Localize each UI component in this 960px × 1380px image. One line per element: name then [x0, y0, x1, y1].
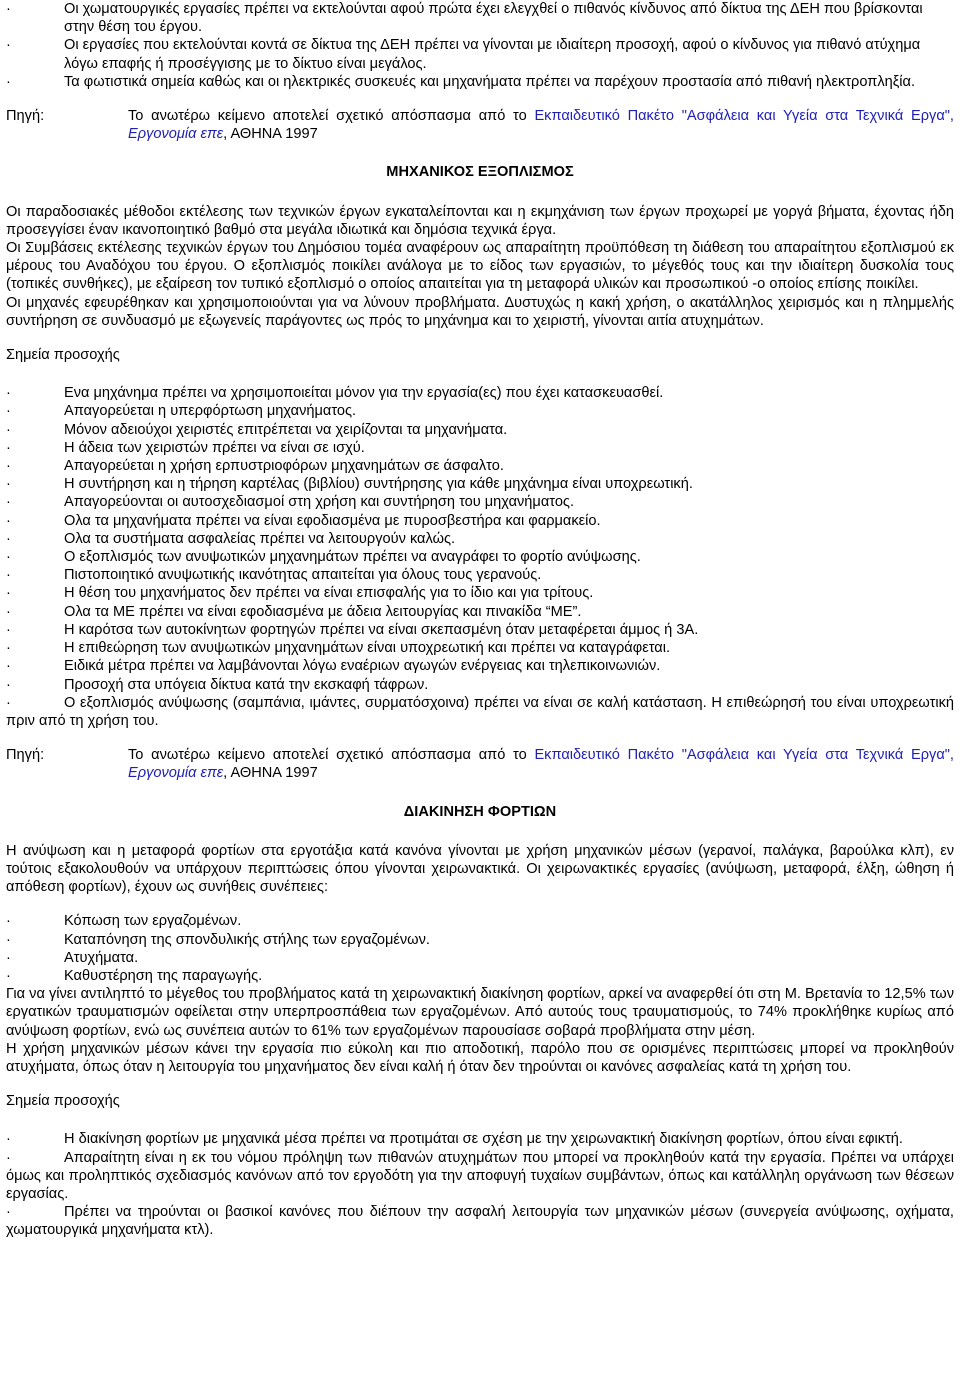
list-item-text: Η καρότσα των αυτοκίνητων φορτηγών πρέπει να είναι σκεπασμένη όταν μεταφέρεται άμμος ή 3Α.: [64, 621, 699, 638]
list-item-text: Ολα τα συστήματα ασφαλείας πρέπει να λειτουργούν καλώς.: [64, 530, 456, 547]
list-item: [6, 657, 954, 675]
list-item: [6, 457, 954, 475]
list-item-text: Απαγορεύεται η χρήση ερπυστριοφόρων μηχανημάτων σε άσφαλτο.: [64, 458, 504, 475]
equipment-bullet-list: [6, 384, 954, 693]
intro-bullet-1: [6, 0, 954, 36]
source-text: [128, 107, 954, 143]
source-label: Πηγή:: [6, 747, 45, 764]
list-item: [6, 421, 954, 439]
bullet-dot: ·: [6, 603, 11, 620]
list-item-text: Η θέση του μηχανήματος δεν πρέπει να είναι επισφαλής για το ίδιο και για τρίτους.: [64, 585, 594, 602]
list-item: [6, 694, 954, 730]
list-item: [6, 931, 954, 949]
list-item: [6, 439, 954, 457]
list-item-text: Κόπωση των εργαζομένων.: [64, 913, 242, 930]
bullet-dot: ·: [6, 949, 11, 966]
intro-bullet-text: Οι χωματουργικές εργασίες πρέπει να εκτελούνται αφού πρώτα έχει ελεγχθεί ο πιθανός κίνδυνος από δίκτυα της ΔΕΗ που βρίσκονται στην θέση του έργου.: [64, 1, 923, 36]
intro-bullet-text: Οι εργασίες που εκτελούνται κοντά σε δίκτυα της ΔΕΗ πρέπει να γίνονται με ιδιαίτερη προσοχή, αφού ο κίνδυνος για πιθανό ατύχημα λόγω επαφής ή προσέγγισης με το δίκτυο είναι μεγάλος.: [64, 37, 921, 72]
list-item-text: Μόνον αδειούχοι χειριστές επιτρέπεται να χειρίζονται τα μηχανήματα.: [64, 421, 508, 438]
list-item: [6, 912, 954, 930]
list-item: [6, 621, 954, 639]
bullet-dot: ·: [6, 385, 11, 402]
section-heading-equipment: ΜΗΧΑΝΙΚΟΣ ΕΞΟΠΛΙΣΜΟΣ: [386, 164, 574, 181]
list-item: [6, 1130, 954, 1148]
list-item-text: Ολα τα ΜΕ πρέπει να είναι εφοδιασμένα με άδεια λειτουργίας και πινακίδα “ΜΕ”.: [64, 603, 582, 620]
bullet-dot: ·: [6, 694, 11, 711]
source-prefix: Το ανωτέρω κείμενο αποτελεί σχετικό απόσπασμα από το: [128, 747, 535, 764]
list-item-text: Απαραίτητη είναι η εκ του νόμου πρόληψη των πιθανών ατυχημάτων που μπορεί να προκληθούν κατά την εργασία. Πρέπει να υπάρχει όμως και προληπτικός σχεδιασμός κανόνων από τον εργοδότη για την αποφυγή τυχαίων συμβάντων, όπως και κατάλληλη οργάνωση των θέσεων εργασίας.: [6, 1149, 954, 1202]
source-publisher-link[interactable]: Εργονομία επε: [128, 126, 224, 143]
source-link[interactable]: Εκπαιδευτικό Πακέτο "Ασφάλεια και Υγεία στα Τεχνικά Εργα",: [534, 747, 954, 764]
intro-bullet-3: [6, 73, 954, 91]
bullet-dot: ·: [6, 37, 11, 54]
attention-label: Σημεία προσοχής: [6, 347, 120, 364]
bullet-dot: ·: [6, 1131, 11, 1148]
bullet-dot: ·: [6, 931, 11, 948]
paragraph: Οι Συμβάσεις εκτέλεσης τεχνικών έργων του Δημόσιου τομέα αναφέρουν ως απαραίτητη προϋπόθεση τη διάθεση του απαραίτητου εξοπλισμού εκ μέρους του Αναδόχου του έργου. Ο εξοπλισμός ποικίλει ανάλογα με το είδος των εργασιών, το μέγεθός τους και την ιδιαίτερη δυσκολία τους (τοπικές συνθήκες), με εξαίρεση τον τυπικό εξοπλισμό ο οποίος απαιτείται για τη μεταφορά υλικών και προσωπικού -ο οποίος επίσης ποικίλει.: [6, 240, 954, 293]
source-link[interactable]: Εκπαιδευτικό Πακέτο "Ασφάλεια και Υγεία στα Τεχνικά Εργα",: [534, 108, 954, 125]
list-item-text: Ολα τα μηχανήματα πρέπει να είναι εφοδιασμένα με πυροσβεστήρα και φαρμακείο.: [64, 512, 601, 529]
attention-label: Σημεία προσοχής: [6, 1093, 120, 1110]
bullet-dot: ·: [6, 476, 11, 493]
list-item-text: Η συντήρηση και η τήρηση καρτέλας (βιβλίου) συντήρησης για κάθε μηχάνημα είναι υποχρεωτική.: [64, 476, 693, 493]
bullet-dot: ·: [6, 421, 11, 438]
list-item: [6, 584, 954, 602]
bullet-dot: ·: [6, 658, 11, 675]
list-item: [6, 949, 954, 967]
bullet-dot: ·: [6, 1, 11, 17]
bullet-dot: ·: [6, 967, 11, 984]
list-item-text: Ο εξοπλισμός των ανυψωτικών μηχανημάτων πρέπει να αναγράφει το φορτίο ανύψωσης.: [64, 549, 641, 566]
list-item: [6, 1149, 954, 1204]
list-item: [6, 566, 954, 584]
source-citation: [6, 746, 954, 782]
list-item: [6, 639, 954, 657]
paragraph: Η ανύψωση και η μεταφορά φορτίων στα εργοτάξια κατά κανόνα γίνονται με χρήση μηχανικών μέσων (γερανοί, παλάγκα, βαρούλκα κλπ), εν τούτοις εξακολουθούν να υπάρχουν περιπτώσεις όπου γίνονται χειρωνακτικά. Οι χειρωνακτικές εργασίες (ανύψωση, μεταφορά, έλξη, ώθηση ή απόθεση φορτίων), έχουν ως συνήθεις συνέπειες:: [6, 842, 954, 896]
list-item: [6, 548, 954, 566]
paragraph: Οι μηχανές εφευρέθηκαν και χρησιμοποιούνται για να λύνουν προβλήματα. Δυστυχώς η κακή χρήση, ο ακατάλληλος χειρισμός και η πλημμελής συντήρηση σε συνδυασμό με εξωγενείς παράγοντες ως πρός το μηχάνημα και το χειριστή, γίνονται αιτία ατυχημάτων.: [6, 294, 954, 329]
source-suffix: , ΑΘΗΝΑ 1997: [223, 126, 318, 143]
bullet-dot: ·: [6, 403, 11, 420]
bullet-dot: ·: [6, 439, 11, 456]
bullet-dot: ·: [6, 621, 11, 638]
source-label: Πηγή:: [6, 108, 45, 125]
list-item-text: Απαγορεύεται η υπερφόρτωση μηχανήματος.: [64, 403, 357, 420]
bullet-dot: ·: [6, 676, 11, 693]
bullet-dot: ·: [6, 73, 11, 90]
list-item-text: Ειδικά μέτρα πρέπει να λαμβάνονται λόγω εναέριων αγωγών ενέργειας και τηλεπικοινωνιών.: [64, 658, 661, 675]
list-item: [6, 384, 954, 402]
load-attention-list: [6, 1130, 954, 1239]
list-item: [6, 512, 954, 530]
list-item: [6, 676, 954, 694]
source-prefix: Το ανωτέρω κείμενο αποτελεί σχετικό απόσπασμα από το: [128, 108, 535, 125]
source-text: [128, 746, 954, 782]
list-item-text: Πιστοποιητικό ανυψωτικής ικανότητας απαιτείται για όλους τους γερανούς.: [64, 567, 542, 584]
paragraph: Η χρήση μηχανικών μέσων κάνει την εργασία πιο εύκολη και πιο αποδοτική, παρόλο που σε ορισμένες περιπτώσεις μπορεί να προκληθούν ατυχήματα, όπως όταν η λειτουργία του μηχανήματος δεν είναι καλή ή όταν δεν τηρούνται οι κανόνες ασφαλείας κατά τη χρήση του.: [6, 1040, 954, 1075]
list-item-text: Ο εξοπλισμός ανύψωσης (σαμπάνια, ιμάντες, συρματόσχοινα) πρέπει να είναι σε καλή κατάσταση. Η επιθεώρησή του είναι υποχρεωτική πριν από τη χρήση του.: [6, 694, 954, 729]
bullet-dot: ·: [6, 530, 11, 547]
bullet-dot: ·: [6, 512, 11, 529]
bullet-dot: ·: [6, 494, 11, 511]
list-item: [6, 603, 954, 621]
list-item: [6, 402, 954, 420]
source-citation: [6, 107, 954, 143]
bullet-dot: ·: [6, 585, 11, 602]
list-item-text: Προσοχή στα υπόγεια δίκτυα κατά την εκσκαφή τάφρων.: [64, 676, 429, 693]
bullet-dot: ·: [6, 640, 11, 657]
list-item-text: Απαγορεύονται οι αυτοσχεδιασμοί στη χρήση και συντήρηση του μηχανήματος.: [64, 494, 575, 511]
bullet-dot: ·: [6, 458, 11, 475]
list-item: [6, 493, 954, 511]
list-item-text: Ατυχήματα.: [64, 949, 139, 966]
intro-bullet-2: [6, 36, 954, 72]
list-item-text: Πρέπει να τηρούνται οι βασικοί κανόνες που διέπουν την ασφαλή λειτουργία των μηχανικών μέσων (συνεργεία ανύψωσης, οχήματα, χωματουργικά μηχανήματα κτλ).: [6, 1204, 954, 1239]
bullet-dot: ·: [6, 567, 11, 584]
intro-bullet-text: Τα φωτιστικά σημεία καθώς και οι ηλεκτρικές συσκευές και μηχανήματα πρέπει να παρέχουν προστασία από πιθανή ηλεκτροπληξία.: [64, 73, 915, 90]
list-item-text: Η διακίνηση φορτίων με μηχανικά μέσα πρέπει να προτιμάται σε σχέση με την χειρωνακτική διακίνηση φορτίων, όπου είναι εφικτή.: [64, 1131, 903, 1148]
bullet-dot: ·: [6, 549, 11, 566]
list-item-text: Καταπόνηση της σπονδυλικής στήλης των εργαζομένων.: [64, 931, 430, 948]
list-item: [6, 1203, 954, 1239]
list-item-text: Η επιθεώρηση των ανυψωτικών μηχανημάτων είναι υποχρεωτική και πρέπει να καταγράφεται.: [64, 640, 671, 657]
source-publisher-link[interactable]: Εργονομία επε: [128, 765, 224, 782]
bullet-dot: ·: [6, 1149, 11, 1166]
paragraph: Για να γίνει αντιληπτό το μέγεθος του προβλήματος κατά τη χειρωνακτική διακίνηση φορτίων, αρκεί να αναφερθεί ότι στη Μ. Βρετανία το 12,5% των εργατικών τραυματισμών οφείλεται στην υπερπροσπάθεια των εργαζομένων. Από αυτούς τους τραυματισμούς, το 74% προκλήθηκε κυρίως από ανύψωση φορτίων, ενώ ως συνέπεια αυτών το 61% των εργαζομένων παρουσίασε σοβαρά προβλήματα στην μέση.: [6, 986, 954, 1039]
source-suffix: , ΑΘΗΝΑ 1997: [223, 765, 318, 782]
list-item-text: Καθυστέρηση της παραγωγής.: [64, 967, 263, 984]
list-item: [6, 475, 954, 493]
list-item-text: Ενα μηχάνημα πρέπει να χρησιμοποιείται μόνον για την εργασία(ες) που έχει κατασκευασθεί.: [64, 385, 664, 402]
list-item: [6, 967, 954, 985]
list-item: [6, 530, 954, 548]
bullet-dot: ·: [6, 913, 11, 930]
bullet-dot: ·: [6, 1204, 11, 1221]
paragraph: Οι παραδοσιακές μέθοδοι εκτέλεσης των τεχνικών έργων εγκαταλείπονται και η εκμηχάνιση των έργων προχωρεί με γοργά βήματα, έχοντας ήδη προσεγγίσει έναν ικανοποιητικό βαθμό στα μεγάλα ιδιωτικά και δημόσια τεχνικά έργα.: [6, 203, 954, 238]
consequences-bullet-list: [6, 912, 954, 985]
section-heading-load-handling: ΔΙΑΚΙΝΗΣΗ ΦΟΡΤΙΩΝ: [403, 803, 557, 820]
list-item-text: Η άδεια των χειριστών πρέπει να είναι σε ισχύ.: [64, 439, 365, 456]
